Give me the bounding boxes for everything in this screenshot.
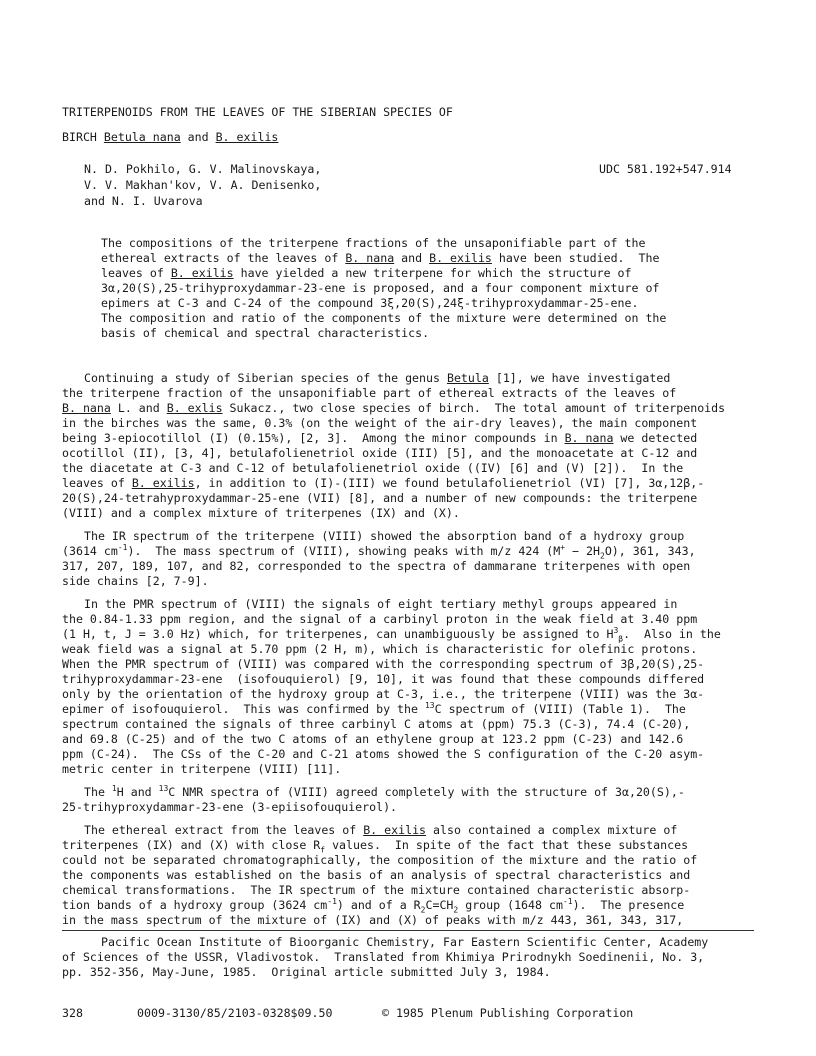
abstract-line: 3α,20(S),25-trihyproxydammar-23-ene is proposed, and a four component mixture of	[101, 281, 660, 295]
footnote-line: Pacific Ocean Institute of Bioorganic Chemistry, Far Eastern Scientific Center, Academy	[101, 935, 709, 949]
body-line: the triterpene fraction of the unsaponifiable part of ethereal extracts of the leaves of	[62, 386, 677, 400]
body-line: and 69.8 (C-25) and of the two C atoms of an ethylene group at 123.2 ppm (C-23) and 142.6	[62, 732, 684, 746]
abstract-line: basis of chemical and spectral characteristics.	[101, 326, 430, 340]
title-line-1: TRITERPENOIDS FROM THE LEAVES OF THE SIBERIAN SPECIES OF	[62, 105, 453, 119]
body-line: ppm (C-24). The CSs of the C-20 and C-21 atoms showed the S configuration of the C-20 asym-	[62, 747, 705, 761]
author-line: V. V. Makhan'kov, V. A. Denisenko,	[84, 178, 322, 192]
body-line: (3614 $cm^{-1}$). The mass spectrum of (VIII), showing peaks with m/z 424 $(M^+ - 2H_2O)$, 361, 343,	[62, 543, 696, 561]
body-line: chemical transformations. The IR spectrum of the mixture contained characteristic absorp-	[62, 883, 691, 897]
body-line: ocotillol (II), [3, 4], betulafolienetriol oxide (III) [5], and the monoacetate at C-12 and	[62, 446, 698, 460]
body-line: the 0.84-1.33 ppm region, and the signal of a carbinyl proton in the weak field at 3.40 ppm	[62, 612, 698, 626]
body-line: leaves of B. exilis, in addition to (I)-(III) we found betulafolienetriol (VI) [7], 3α,12β,-	[62, 476, 705, 490]
author-line: and N. I. Uvarova	[84, 194, 203, 208]
body-line: When the PMR spectrum of (VIII) was compared with the corresponding spectrum of 3β,20(S),25-	[62, 657, 705, 671]
body-line: In the PMR spectrum of (VIII) the signals of eight tertiary methyl groups appeared in	[84, 597, 678, 611]
page-number: 328	[62, 1006, 83, 1020]
body-line: the components was established on the basis of an analysis of spectral characteristics and	[62, 868, 691, 882]
body-line: 317, 207, 189, 107, and 82, corresponded to the spectra of dammarane triterpenes with open	[62, 559, 691, 573]
abstract-line: The compositions of the triterpene fractions of the unsaponifiable part of the	[101, 236, 646, 250]
body-line: tion bands of a hydroxy group (3624 $cm^{-1}$) and of a $R_2C=CH_2$ group (1648 $cm^{-1}$). The presence	[62, 897, 685, 915]
abstract-line: ethereal extracts of the leaves of B. nana and B. exilis have been studied. The	[101, 251, 660, 265]
species-name: B. exilis	[215, 130, 279, 144]
body-line: in the birches was the same, 0.3% (on the weight of the air-dry leaves), the main component	[62, 416, 698, 430]
body-line: only by the orientation of the hydroxy group at C-3, i.e., the triterpene (VIII) was the 3α-	[62, 687, 705, 701]
footnote-line: pp. 352-356, May-June, 1985. Original article submitted July 3, 1984.	[62, 965, 551, 979]
species-name: Betula nana	[103, 130, 181, 144]
udc-code: UDC 581.192+547.914	[599, 162, 732, 176]
author-line: N. D. Pokhilo, G. V. Malinovskaya,	[84, 162, 322, 176]
body-line: trihyproxydammar-23-ene (isofouquierol) [9, 10], it was found that these compounds differed	[62, 672, 705, 686]
body-line: being 3-epiocotillol (I) (0.15%), [2, 3]. Among the minor compounds in B. nana we detected	[62, 431, 698, 445]
body-line: (VIII) and a complex mixture of triterpenes (IX) and (X).	[62, 506, 460, 520]
copyright: © 1985 Plenum Publishing Corporation	[382, 1006, 634, 1020]
abstract-line: epimers at C-3 and C-24 of the compound 3ξ,20(S),24ξ-trihyproxydammar-25-ene.	[101, 296, 639, 310]
body-line: 20(S),24-tetrahyproxydammar-25-ene (VII) [8], and a number of new compounds: the triterpene	[62, 491, 698, 505]
abstract-line: leaves of B. exilis have yielded a new triterpene for which the structure of	[101, 266, 632, 280]
body-line: in the mass spectrum of the mixture of (IX) and (X) of peaks with m/z 443, 361, 343, 317,	[62, 913, 684, 927]
body-line: Continuing a study of Siberian species of the genus Betula [1], we have investigated	[84, 371, 671, 385]
body-line: could not be separated chromatographically, the composition of the mixture and the ratio of	[62, 853, 698, 867]
body-line: (1 H, t, J = 3.0 Hz) which, for triterpenes, can unambiguously be assigned to $H^3_\beta$. Also in the	[62, 626, 721, 644]
body-line: weak field was a signal at 5.70 ppm (2 H, m), which is characteristic for olefinic protons.	[62, 642, 698, 656]
body-line: spectrum contained the signals of three carbinyl C atoms at (ppm) 75.3 (C-3), 74.4 (C-20),	[62, 717, 691, 731]
body-line: side chains [2, 7-9].	[62, 574, 209, 588]
body-line: The IR spectrum of the triterpene (VIII) showed the absorption band of a hydroxy group	[84, 529, 685, 543]
body-line: B. nana L. and B. exlis Sukacz., two close species of birch. The total amount of triterpenoids	[62, 401, 726, 415]
body-line: epimer of isofouquierol. This was confirmed by the $^{13}$C spectrum of (VIII) (Table 1). The	[62, 701, 686, 716]
body-line: triterpenes (IX) and (X) with close $R_f$ values. In spite of the fact that these substances	[62, 838, 689, 855]
body-line: The $^1$H and $^{13}$C NMR spectra of (VIII) agreed completely with the structure of 3α,20(S),-	[84, 784, 685, 799]
body-line: 25-trihyproxydammar-23-ene (3-epiisofouquierol).	[62, 800, 398, 814]
body-line: The ethereal extract from the leaves of B. exilis also contained a complex mixture of	[84, 823, 678, 837]
abstract-line: The composition and ratio of the components of the mixture were determined on the	[101, 311, 667, 325]
body-line: metric center in triterpene (VIII) [11].	[62, 762, 342, 776]
article-code: 0009-3130/85/2103-0328$09.50	[137, 1006, 333, 1020]
footnote-divider	[62, 930, 754, 931]
footnote-line: of Sciences of the USSR, Vladivostok. Translated from Khimiya Prirodnykh Soedinenii, No. 3,	[62, 950, 705, 964]
body-line: the diacetate at C-3 and C-12 of betulafolienetriol oxide ((IV) [6] and (V) [2]). In the	[62, 461, 684, 475]
title-line-2: BIRCH Betula nana and B. exilis	[62, 130, 279, 144]
